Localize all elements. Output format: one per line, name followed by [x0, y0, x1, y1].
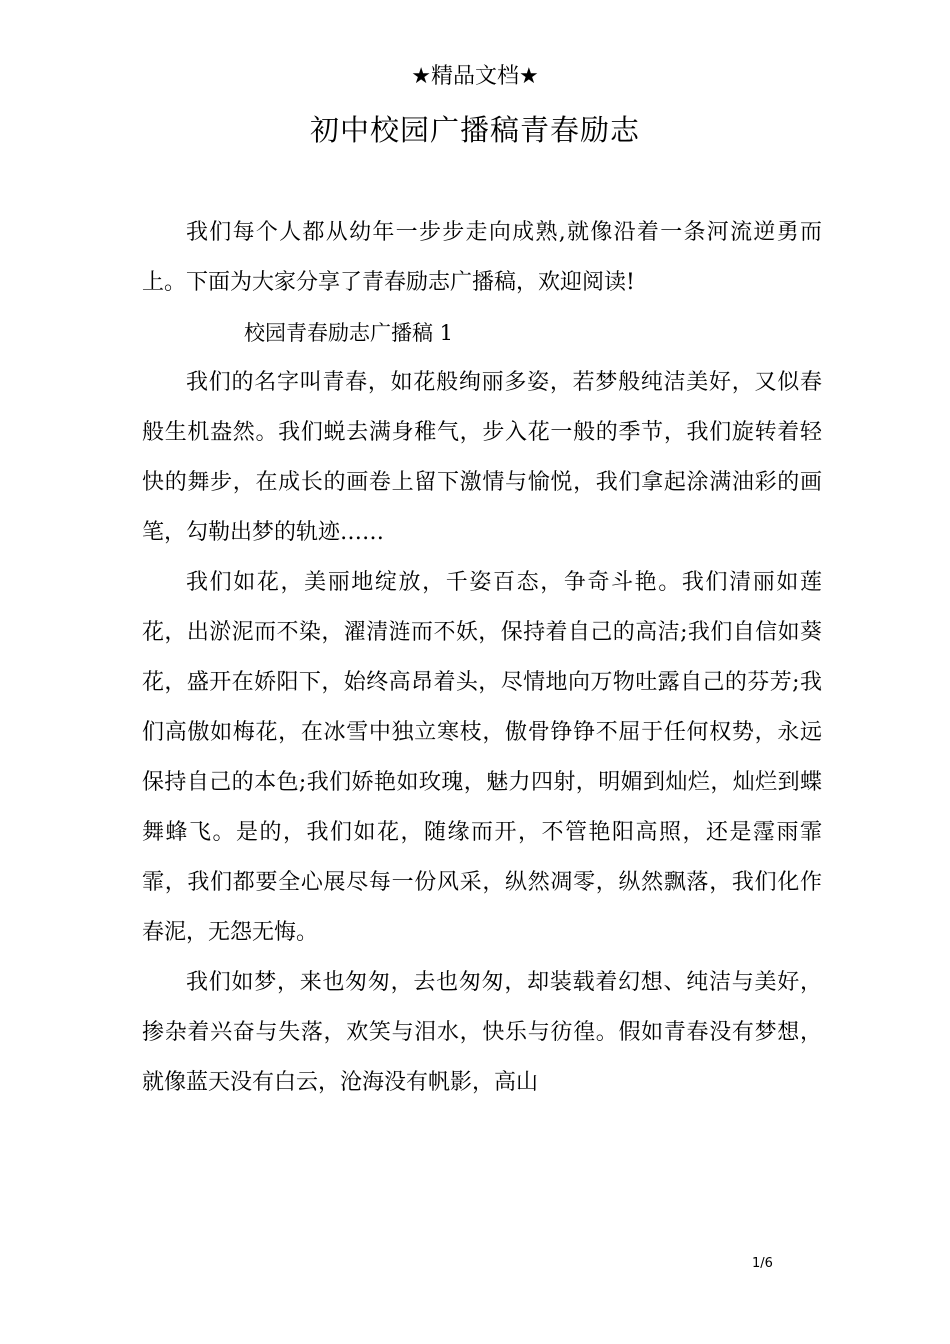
- intro-paragraph: 我们每个人都从幼年一步步走向成熟,就像沿着一条河流逆勇而上。下面为大家分享了青春励志广播稿，欢迎阅读!: [142, 220, 822, 295]
- body-paragraph-1: 我们的名字叫青春，如花般绚丽多姿，若梦般纯洁美好，又似春般生机盎然。我们蜕去满身稚气，步入花一般的季节，我们旋转着轻快的舞步，在成长的画卷上留下激情与愉悦，我们拿起涂满油彩的画笔，勾勒出梦的轨迹……: [142, 370, 822, 545]
- document-header-mark: ★精品文档★: [411, 64, 539, 89]
- page-number: 1/6: [752, 1256, 773, 1271]
- document-body: [142, 208, 822, 1108]
- document-title: 初中校园广播稿青春励志: [309, 113, 640, 147]
- section-heading: 校园青春励志广播稿 1: [244, 321, 454, 345]
- body-paragraph-3: 我们如梦，来也匆匆，去也匆匆，却装载着幻想、纯洁与美好，掺杂着兴奋与失落，欢笑与泪水，快乐与彷徨。假如青春没有梦想，就像蓝天没有白云，沧海没有帆影，高山: [142, 970, 822, 1095]
- body-paragraph-2: 我们如花，美丽地绽放，千姿百态，争奇斗艳。我们清丽如莲花，出淤泥而不染，濯清涟而不妖，保持着自己的高洁;我们自信如葵花，盛开在娇阳下，始终高昂着头，尽情地向万物吐露自己的芬芳;我们高傲如梅花，在冰雪中独立寒枝，傲骨铮铮不屈于任何权势，永远保持自己的本色;我们娇艳如玫瑰，魅力四射，明媚到灿烂，灿烂到蝶舞蜂飞。是的，我们如花，随缘而开，不管艳阳高照，还是霪雨霏霏，我们都要全心展尽每一份风采，纵然凋零，纵然飘落，我们化作春泥，无怨无悔。: [142, 570, 822, 945]
